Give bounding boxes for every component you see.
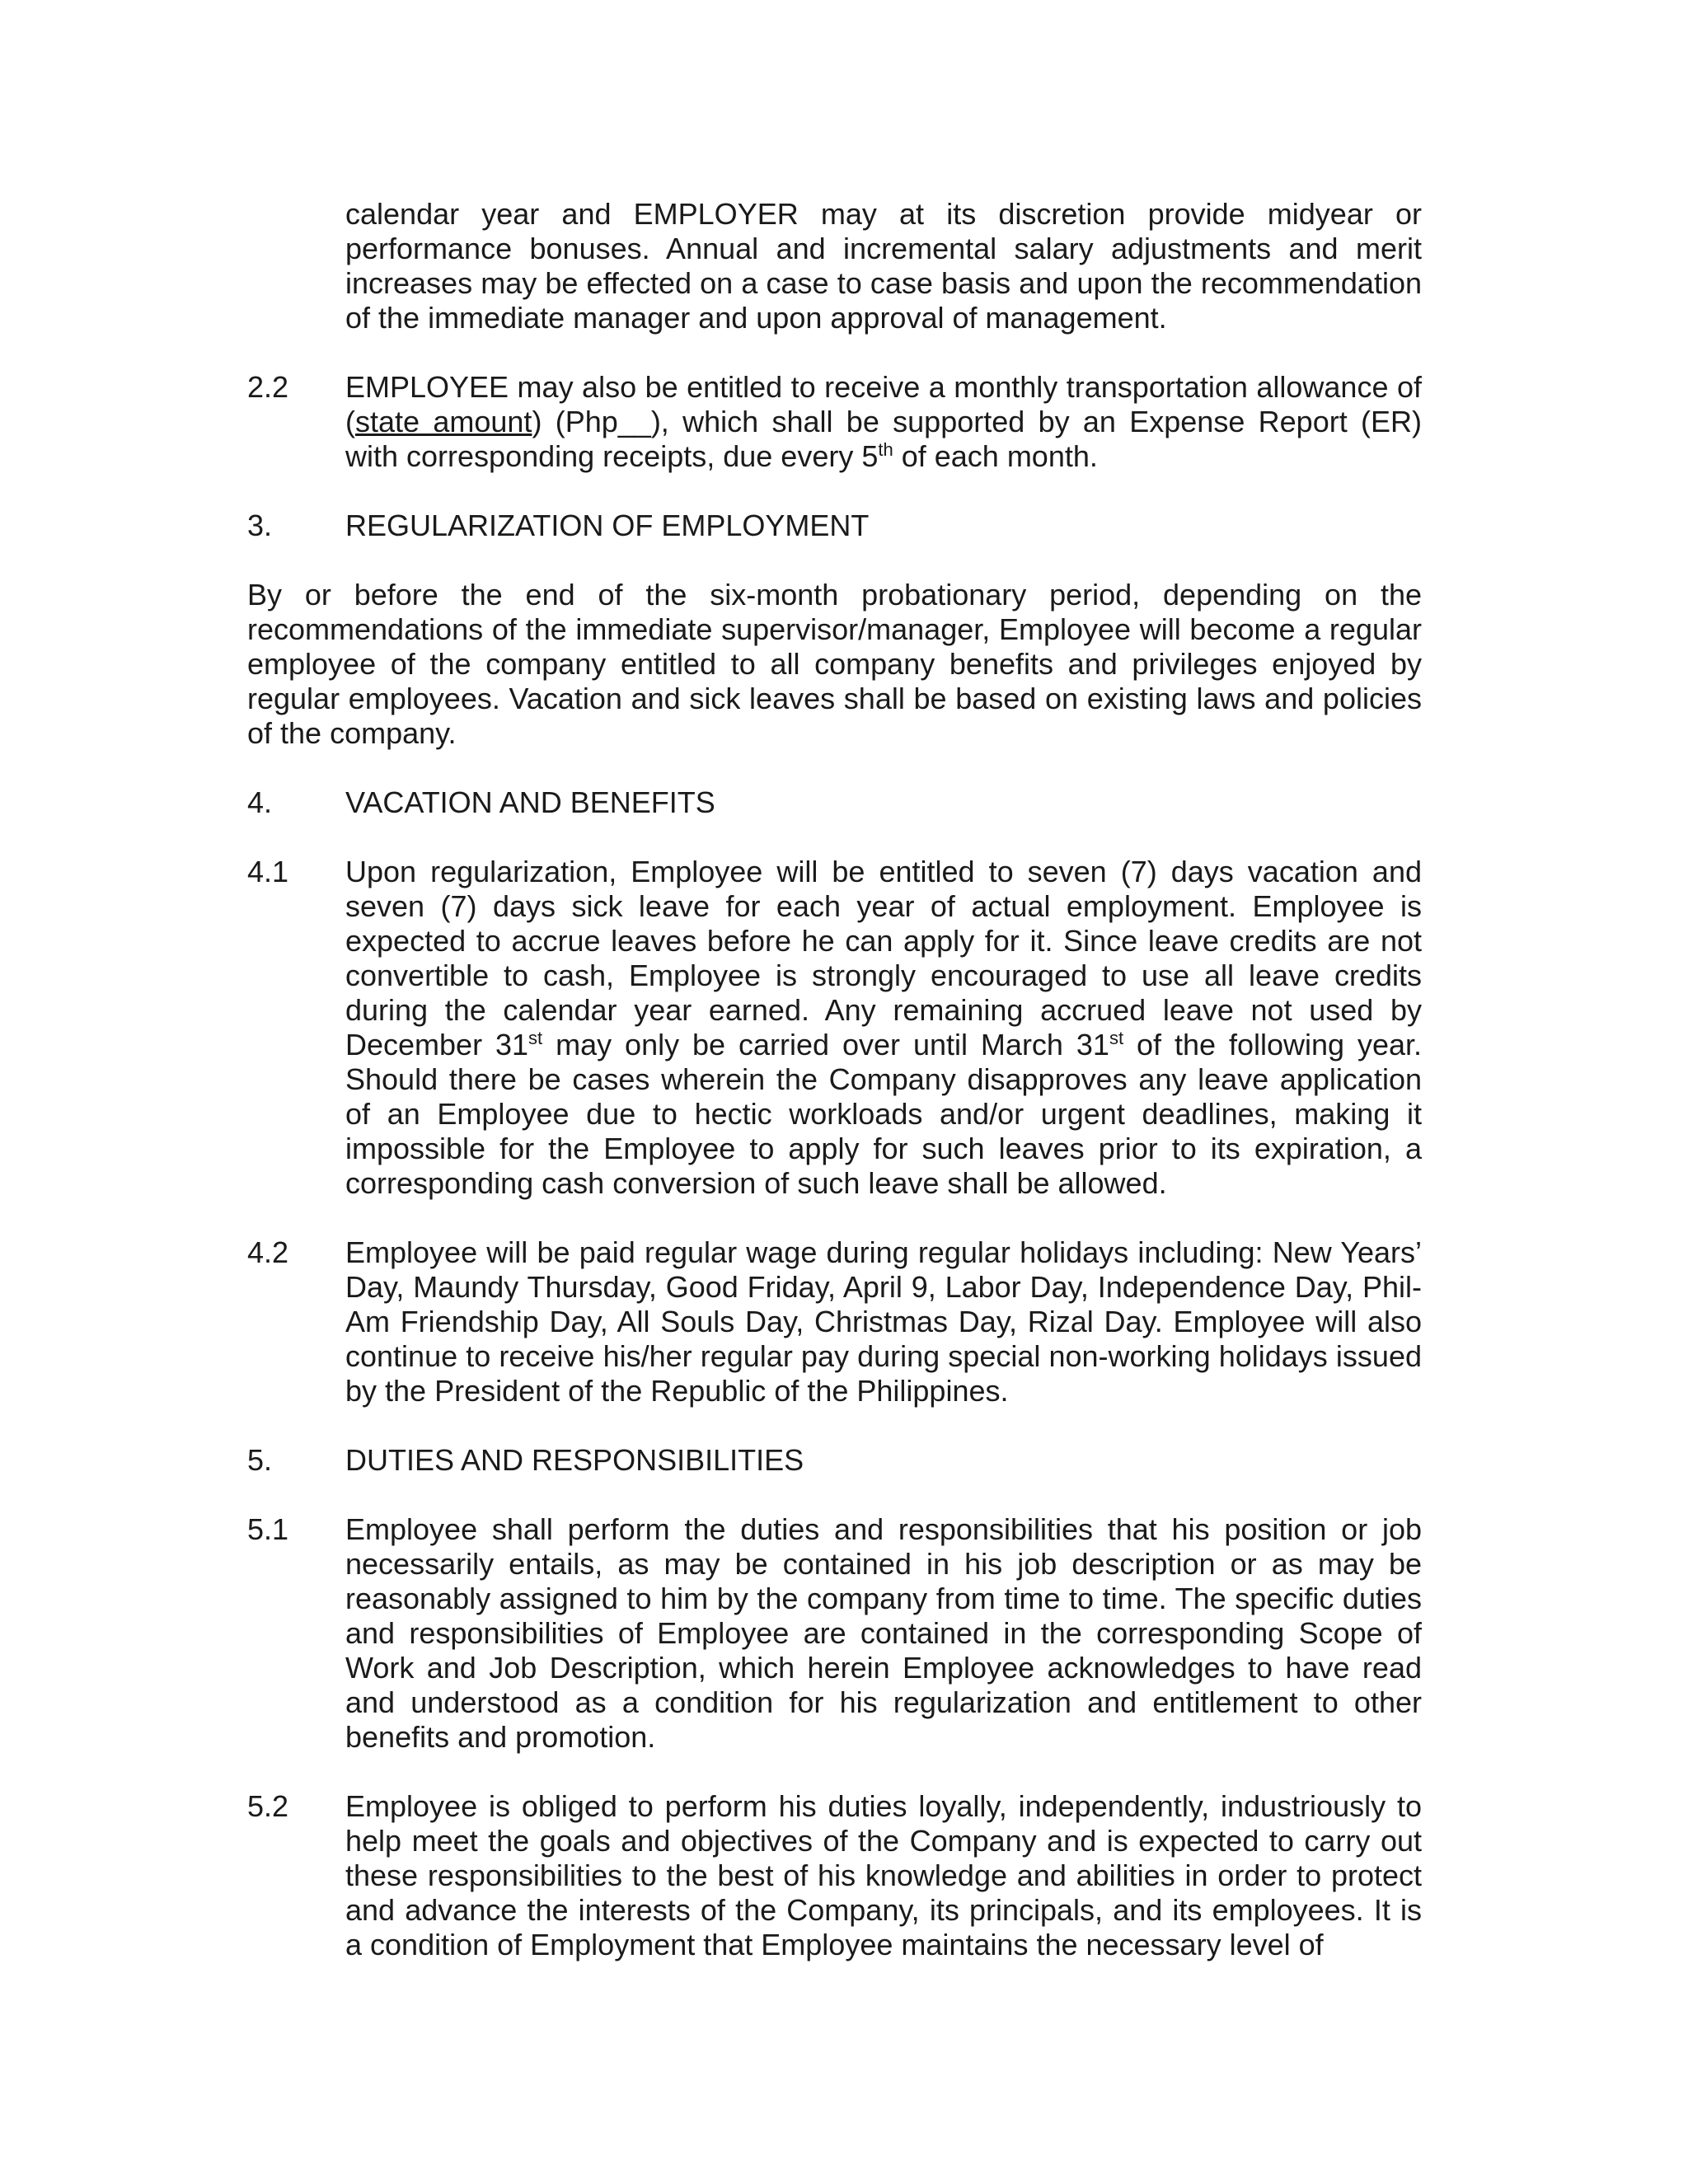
section-4-1-text-b: may only be carried over until March 31 bbox=[542, 1028, 1109, 1062]
section-4-1-text-a: Upon regularization, Employee will be entitled to seven (7) days vacation and seven (7) days sick leave for each year of actual employment. Employee is expected to accrue leaves before he can apply for it. Since leave credits are not convertible to cash, Employee is strongly encouraged to use all leave credits during the calendar year earned. Any remaining accrued leave not used by December 31 bbox=[345, 855, 1422, 1062]
section-3-paragraph: By or before the end of the six-month probationary period, depending on the recommendations of the immediate supervisor/manager, Employee will become a regular employee of the company entitled to all company benefits and privileges enjoyed by regular employees. Vacation and sick leaves shall be based on existing laws and policies of the company. bbox=[247, 578, 1422, 750]
intro-paragraph: calendar year and EMPLOYER may at its discretion provide midyear or performance bonuses. Annual and incremental salary adjustments and merit increases may be effected on a case to case basis and upon the recommendation of the immediate manager and upon approval of management. bbox=[345, 197, 1422, 335]
section-5-title: DUTIES AND RESPONSIBILITIES bbox=[345, 1443, 804, 1477]
state-amount-field: state amount bbox=[355, 405, 532, 438]
section-4-number: 4. bbox=[247, 785, 273, 819]
section-5-1-number: 5.1 bbox=[247, 1512, 289, 1546]
section-2-2-text-a: EMPLOYEE may also be entitled to receive a monthly transportation allowance of ( bbox=[345, 370, 1422, 438]
section-3-number: 3. bbox=[247, 509, 273, 542]
section-2-2-sup: th bbox=[878, 439, 893, 460]
section-4-1-paragraph bbox=[345, 855, 1422, 1201]
section-4-2-number: 4.2 bbox=[247, 1235, 289, 1269]
section-3-title: REGULARIZATION OF EMPLOYMENT bbox=[345, 509, 870, 542]
section-4-1-sup-b: st bbox=[1109, 1028, 1124, 1048]
section-5-1-paragraph: Employee shall perform the duties and responsibilities that his position or job necessarily entails, as may be contained in his job description or as may be reasonably assigned to him by the company from time to time. The specific duties and responsibilities of Employee are contained in the corresponding Scope of Work and Job Description, which herein Employee acknowledges to have read and understood as a condition for his regularization and entitlement to other benefits and promotion. bbox=[345, 1512, 1422, 1754]
section-2-2-paragraph bbox=[345, 370, 1422, 474]
section-5-2-paragraph: Employee is obliged to perform his duties loyally, independently, industriously to help meet the goals and objectives of the Company and is expected to carry out these responsibilities to the best of his knowledge and abilities in order to protect and advance the interests of the Company, its principals, and its employees. It is a condition of Employment that Employee maintains the necessary level of bbox=[345, 1789, 1422, 1961]
section-2-2-text-c: of each month. bbox=[893, 439, 1098, 473]
section-5-2-number: 5.2 bbox=[247, 1789, 289, 1823]
section-2-2-text-b: ) (Php__), which shall be supported by an Expense Report (ER) with corresponding receipts, due every 5 bbox=[345, 405, 1423, 473]
section-4-1-sup-a: st bbox=[528, 1028, 543, 1048]
section-4-1-text-c: of the following year. Should there be cases wherein the Company disapproves any leave application of an Employee due to hectic workloads and/or urgent deadlines, making it impossible for the Employee to apply for such leaves prior to its expiration, a corresponding cash conversion of such leave shall be allowed. bbox=[345, 1028, 1423, 1200]
section-4-2-paragraph: Employee will be paid regular wage during regular holidays including: New Years’ Day, Maundy Thursday, Good Friday, April 9, Labor Day, Independence Day, Phil-Am Friendship Day, All Souls Day, Christmas Day, Rizal Day. Employee will also continue to receive his/her regular pay during special non-working holidays issued by the President of the Republic of the Philippines. bbox=[345, 1235, 1422, 1408]
section-4-1-number: 4.1 bbox=[247, 855, 289, 888]
section-2-2-number: 2.2 bbox=[247, 370, 289, 404]
section-4-title: VACATION AND BENEFITS bbox=[345, 785, 715, 819]
section-5-number: 5. bbox=[247, 1443, 273, 1477]
